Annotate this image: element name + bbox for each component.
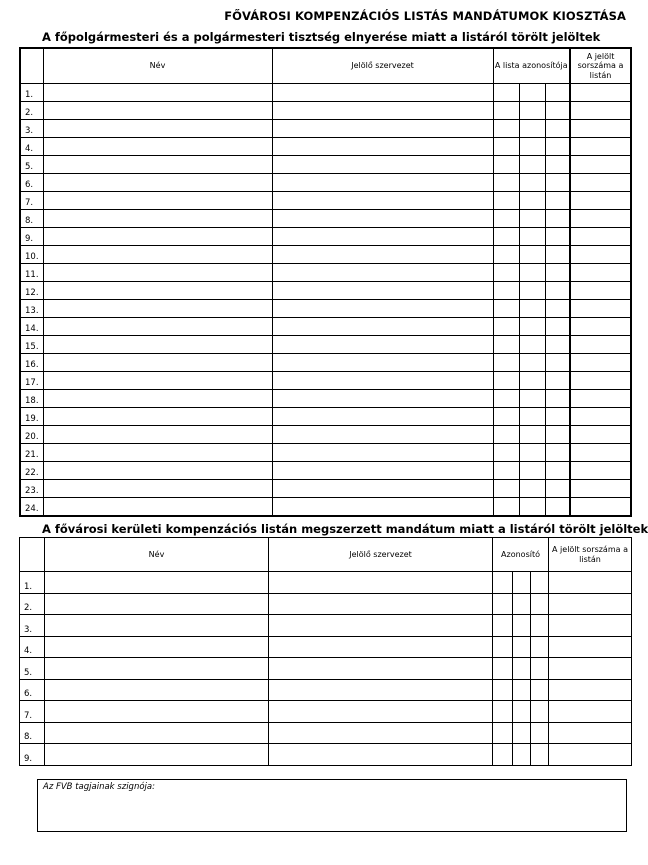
- name-cell[interactable]: [43, 210, 272, 228]
- list-id-cell-3[interactable]: [531, 658, 549, 680]
- name-cell[interactable]: [43, 246, 272, 264]
- header-rank: A jelölt sorszáma a listán: [570, 48, 631, 84]
- list-id-cell-3[interactable]: [545, 300, 570, 318]
- list-id-cell-1[interactable]: [493, 593, 513, 615]
- rank-cell[interactable]: [570, 444, 631, 462]
- list-id-cell-3[interactable]: [531, 701, 549, 723]
- list-id-cell-2[interactable]: [519, 462, 545, 480]
- table-row: [20, 426, 631, 444]
- name-cell[interactable]: [45, 722, 269, 744]
- table-row: [20, 282, 631, 300]
- row-number: 4.: [20, 636, 45, 658]
- list-id-cell-3[interactable]: [531, 615, 549, 637]
- list-id-cell-1[interactable]: [493, 156, 519, 174]
- name-cell[interactable]: [43, 318, 272, 336]
- name-cell[interactable]: [43, 138, 272, 156]
- name-cell[interactable]: [45, 658, 269, 680]
- header-name: Név: [43, 48, 272, 84]
- org-cell[interactable]: [272, 426, 493, 444]
- rank-cell[interactable]: [570, 264, 631, 282]
- row-number: 11.: [20, 264, 43, 282]
- list-id-cell-1[interactable]: [493, 462, 519, 480]
- row-number: 17.: [20, 372, 43, 390]
- table-row: [20, 744, 632, 766]
- list-id-cell-2[interactable]: [513, 615, 531, 637]
- org-cell[interactable]: [269, 572, 493, 594]
- name-cell[interactable]: [43, 354, 272, 372]
- org-cell[interactable]: [272, 480, 493, 498]
- list-id-cell-2[interactable]: [519, 282, 545, 300]
- rank-cell[interactable]: [570, 192, 631, 210]
- org-cell[interactable]: [272, 444, 493, 462]
- list-id-cell-1[interactable]: [493, 572, 513, 594]
- name-cell[interactable]: [43, 462, 272, 480]
- list-id-cell-2[interactable]: [519, 300, 545, 318]
- list-id-cell-1[interactable]: [493, 658, 513, 680]
- table-row: [20, 318, 631, 336]
- list-id-cell-2[interactable]: [513, 658, 531, 680]
- list-id-cell-1[interactable]: [493, 498, 519, 517]
- name-cell[interactable]: [43, 264, 272, 282]
- row-number: 14.: [20, 318, 43, 336]
- row-number: 7.: [20, 192, 43, 210]
- name-cell[interactable]: [43, 282, 272, 300]
- table-row: [20, 701, 632, 723]
- list-id-cell-3[interactable]: [545, 120, 570, 138]
- rank-cell[interactable]: [549, 701, 632, 723]
- org-cell[interactable]: [269, 744, 493, 766]
- org-cell[interactable]: [272, 156, 493, 174]
- list-id-cell-3[interactable]: [531, 593, 549, 615]
- rank-cell[interactable]: [570, 84, 631, 102]
- header-org: Jelölő szervezet: [272, 48, 493, 84]
- header-number: [20, 538, 45, 572]
- list-id-cell-3[interactable]: [531, 572, 549, 594]
- list-id-cell-1[interactable]: [493, 679, 513, 701]
- table-row: [20, 246, 631, 264]
- list-id-cell-1[interactable]: [493, 615, 513, 637]
- header-rank: A jelölt sorszáma a listán: [549, 538, 632, 572]
- list-id-cell-2[interactable]: [519, 498, 545, 517]
- table-row: [20, 593, 632, 615]
- rank-cell[interactable]: [570, 300, 631, 318]
- table-row: [20, 372, 631, 390]
- org-cell[interactable]: [272, 336, 493, 354]
- rank-cell[interactable]: [570, 246, 631, 264]
- row-number: 19.: [20, 408, 43, 426]
- name-cell[interactable]: [43, 102, 272, 120]
- org-cell[interactable]: [269, 679, 493, 701]
- name-cell[interactable]: [43, 120, 272, 138]
- list-id-cell-1[interactable]: [493, 264, 519, 282]
- row-number: 20.: [20, 426, 43, 444]
- name-cell[interactable]: [43, 372, 272, 390]
- name-cell[interactable]: [43, 156, 272, 174]
- name-cell[interactable]: [45, 593, 269, 615]
- table-row: [20, 120, 631, 138]
- rank-cell[interactable]: [570, 498, 631, 517]
- list-id-cell-1[interactable]: [493, 636, 513, 658]
- list-id-cell-2[interactable]: [519, 210, 545, 228]
- name-cell[interactable]: [45, 679, 269, 701]
- list-id-cell-3[interactable]: [545, 210, 570, 228]
- list-id-cell-2[interactable]: [519, 444, 545, 462]
- rank-cell[interactable]: [549, 615, 632, 637]
- list-id-cell-2[interactable]: [519, 480, 545, 498]
- org-cell[interactable]: [272, 318, 493, 336]
- list-id-cell-3[interactable]: [545, 318, 570, 336]
- table-row: [20, 138, 631, 156]
- list-id-cell-1[interactable]: [493, 480, 519, 498]
- list-id-cell-3[interactable]: [545, 192, 570, 210]
- row-number: 3.: [20, 615, 45, 637]
- header-list-id: Azonosító: [493, 538, 549, 572]
- org-cell[interactable]: [272, 264, 493, 282]
- list-id-cell-3[interactable]: [545, 444, 570, 462]
- name-cell[interactable]: [43, 336, 272, 354]
- list-id-cell-2[interactable]: [513, 701, 531, 723]
- list-id-cell-2[interactable]: [519, 426, 545, 444]
- list-id-cell-2[interactable]: [519, 138, 545, 156]
- list-id-cell-3[interactable]: [545, 462, 570, 480]
- table-row: [20, 480, 631, 498]
- list-id-cell-2[interactable]: [513, 679, 531, 701]
- list-id-cell-2[interactable]: [519, 318, 545, 336]
- list-id-cell-2[interactable]: [513, 744, 531, 766]
- list-id-cell-3[interactable]: [545, 282, 570, 300]
- rank-cell[interactable]: [570, 336, 631, 354]
- row-number: 8.: [20, 210, 43, 228]
- list-id-cell-3[interactable]: [545, 390, 570, 408]
- table-row: [20, 679, 632, 701]
- list-id-cell-1[interactable]: [493, 192, 519, 210]
- table-row: [20, 390, 631, 408]
- list-id-cell-2[interactable]: [513, 593, 531, 615]
- row-number: 21.: [20, 444, 43, 462]
- name-cell[interactable]: [45, 744, 269, 766]
- list-id-cell-1[interactable]: [493, 390, 519, 408]
- list-id-cell-2[interactable]: [519, 336, 545, 354]
- row-number: 5.: [20, 658, 45, 680]
- org-cell[interactable]: [272, 102, 493, 120]
- list-id-cell-3[interactable]: [545, 480, 570, 498]
- list-id-cell-1[interactable]: [493, 174, 519, 192]
- table-row: [20, 444, 631, 462]
- org-cell[interactable]: [272, 228, 493, 246]
- list-id-cell-3[interactable]: [545, 84, 570, 102]
- section1-title: A főpolgármesteri és a polgármesteri tisztség elnyerése miatt a listáról törölt jelöltek: [42, 30, 601, 44]
- list-id-cell-3[interactable]: [545, 102, 570, 120]
- rank-cell[interactable]: [570, 282, 631, 300]
- name-cell[interactable]: [43, 300, 272, 318]
- org-cell[interactable]: [272, 192, 493, 210]
- section1-table: [19, 47, 632, 517]
- list-id-cell-1[interactable]: [493, 102, 519, 120]
- list-id-cell-3[interactable]: [545, 408, 570, 426]
- section1-header-row: [20, 48, 631, 84]
- list-id-cell-2[interactable]: [519, 372, 545, 390]
- list-id-cell-2[interactable]: [519, 120, 545, 138]
- org-cell[interactable]: [269, 593, 493, 615]
- list-id-cell-3[interactable]: [531, 679, 549, 701]
- name-cell[interactable]: [45, 615, 269, 637]
- list-id-cell-2[interactable]: [513, 572, 531, 594]
- table-row: [20, 498, 631, 517]
- section2-header-row: [20, 538, 632, 572]
- rank-cell[interactable]: [570, 318, 631, 336]
- rank-cell[interactable]: [549, 658, 632, 680]
- list-id-cell-2[interactable]: [519, 228, 545, 246]
- list-id-cell-1[interactable]: [493, 408, 519, 426]
- row-number: 5.: [20, 156, 43, 174]
- row-number: 13.: [20, 300, 43, 318]
- org-cell[interactable]: [272, 210, 493, 228]
- row-number: 10.: [20, 246, 43, 264]
- table-row: [20, 300, 631, 318]
- org-cell[interactable]: [272, 174, 493, 192]
- list-id-cell-3[interactable]: [545, 264, 570, 282]
- name-cell[interactable]: [43, 444, 272, 462]
- org-cell[interactable]: [269, 636, 493, 658]
- header-org: Jelölő szervezet: [269, 538, 493, 572]
- table-row: [20, 408, 631, 426]
- list-id-cell-2[interactable]: [519, 390, 545, 408]
- list-id-cell-1[interactable]: [493, 722, 513, 744]
- name-cell[interactable]: [43, 228, 272, 246]
- org-cell[interactable]: [272, 282, 493, 300]
- signature-label: Az FVB tagjainak szignója:: [43, 782, 155, 792]
- org-cell[interactable]: [272, 390, 493, 408]
- rank-cell[interactable]: [549, 593, 632, 615]
- header-number: [20, 48, 43, 84]
- table-row: [20, 228, 631, 246]
- row-number: 12.: [20, 282, 43, 300]
- table-row: [20, 102, 631, 120]
- list-id-cell-3[interactable]: [545, 246, 570, 264]
- rank-cell[interactable]: [570, 210, 631, 228]
- org-cell[interactable]: [269, 701, 493, 723]
- row-number: 2.: [20, 593, 45, 615]
- list-id-cell-1[interactable]: [493, 282, 519, 300]
- row-number: 18.: [20, 390, 43, 408]
- list-id-cell-3[interactable]: [545, 228, 570, 246]
- rank-cell[interactable]: [570, 408, 631, 426]
- rank-cell[interactable]: [570, 102, 631, 120]
- document-title: FŐVÁROSI KOMPENZÁCIÓS LISTÁS MANDÁTUMOK KIOSZTÁSA: [224, 9, 626, 23]
- list-id-cell-2[interactable]: [519, 246, 545, 264]
- list-id-cell-2[interactable]: [519, 174, 545, 192]
- row-number: 15.: [20, 336, 43, 354]
- list-id-cell-1[interactable]: [493, 138, 519, 156]
- rank-cell[interactable]: [570, 480, 631, 498]
- row-number: 9.: [20, 228, 43, 246]
- org-cell[interactable]: [272, 84, 493, 102]
- list-id-cell-2[interactable]: [513, 722, 531, 744]
- row-number: 7.: [20, 701, 45, 723]
- list-id-cell-2[interactable]: [519, 84, 545, 102]
- name-cell[interactable]: [45, 572, 269, 594]
- table-row: [20, 722, 632, 744]
- rank-cell[interactable]: [549, 722, 632, 744]
- org-cell[interactable]: [272, 354, 493, 372]
- list-id-cell-3[interactable]: [531, 636, 549, 658]
- table-row: [20, 264, 631, 282]
- list-id-cell-1[interactable]: [493, 318, 519, 336]
- table-row: [20, 174, 631, 192]
- table-row: [20, 572, 632, 594]
- list-id-cell-3[interactable]: [531, 722, 549, 744]
- section2-table: [19, 537, 632, 766]
- header-list-id: A lista azonosítója: [493, 48, 570, 84]
- name-cell[interactable]: [45, 701, 269, 723]
- org-cell[interactable]: [272, 498, 493, 517]
- org-cell[interactable]: [272, 300, 493, 318]
- row-number: 3.: [20, 120, 43, 138]
- table-row: [20, 462, 631, 480]
- org-cell[interactable]: [272, 462, 493, 480]
- name-cell[interactable]: [43, 498, 272, 517]
- list-id-cell-1[interactable]: [493, 372, 519, 390]
- list-id-cell-2[interactable]: [519, 192, 545, 210]
- name-cell[interactable]: [43, 84, 272, 102]
- list-id-cell-1[interactable]: [493, 426, 519, 444]
- signature-box[interactable]: [37, 779, 627, 832]
- name-cell[interactable]: [43, 480, 272, 498]
- list-id-cell-3[interactable]: [545, 156, 570, 174]
- org-cell[interactable]: [269, 658, 493, 680]
- table-row: [20, 354, 631, 372]
- list-id-cell-3[interactable]: [545, 138, 570, 156]
- rank-cell[interactable]: [570, 156, 631, 174]
- name-cell[interactable]: [43, 390, 272, 408]
- rank-cell[interactable]: [549, 679, 632, 701]
- rank-cell[interactable]: [549, 744, 632, 766]
- list-id-cell-1[interactable]: [493, 744, 513, 766]
- list-id-cell-1[interactable]: [493, 246, 519, 264]
- org-cell[interactable]: [269, 615, 493, 637]
- list-id-cell-1[interactable]: [493, 444, 519, 462]
- org-cell[interactable]: [272, 246, 493, 264]
- row-number: 24.: [20, 498, 43, 517]
- org-cell[interactable]: [272, 120, 493, 138]
- rank-cell[interactable]: [570, 354, 631, 372]
- list-id-cell-1[interactable]: [493, 210, 519, 228]
- org-cell[interactable]: [272, 408, 493, 426]
- row-number: 23.: [20, 480, 43, 498]
- list-id-cell-2[interactable]: [519, 354, 545, 372]
- table-row: [20, 336, 631, 354]
- rank-cell[interactable]: [570, 426, 631, 444]
- list-id-cell-1[interactable]: [493, 354, 519, 372]
- rank-cell[interactable]: [570, 462, 631, 480]
- row-number: 6.: [20, 174, 43, 192]
- row-number: 9.: [20, 744, 45, 766]
- list-id-cell-1[interactable]: [493, 84, 519, 102]
- org-cell[interactable]: [269, 722, 493, 744]
- table-row: [20, 615, 632, 637]
- org-cell[interactable]: [272, 138, 493, 156]
- list-id-cell-2[interactable]: [513, 636, 531, 658]
- list-id-cell-3[interactable]: [545, 426, 570, 444]
- table-row: [20, 84, 631, 102]
- table-row: [20, 658, 632, 680]
- row-number: 2.: [20, 102, 43, 120]
- name-cell[interactable]: [45, 636, 269, 658]
- list-id-cell-1[interactable]: [493, 228, 519, 246]
- name-cell[interactable]: [43, 192, 272, 210]
- name-cell[interactable]: [43, 408, 272, 426]
- list-id-cell-2[interactable]: [519, 156, 545, 174]
- rank-cell[interactable]: [570, 390, 631, 408]
- list-id-cell-3[interactable]: [545, 354, 570, 372]
- rank-cell[interactable]: [570, 174, 631, 192]
- list-id-cell-2[interactable]: [519, 408, 545, 426]
- rank-cell[interactable]: [570, 120, 631, 138]
- list-id-cell-3[interactable]: [545, 336, 570, 354]
- table-row: [20, 210, 631, 228]
- list-id-cell-1[interactable]: [493, 300, 519, 318]
- row-number: 22.: [20, 462, 43, 480]
- rank-cell[interactable]: [570, 228, 631, 246]
- row-number: 1.: [20, 84, 43, 102]
- list-id-cell-3[interactable]: [545, 498, 570, 517]
- list-id-cell-1[interactable]: [493, 336, 519, 354]
- rank-cell[interactable]: [570, 138, 631, 156]
- list-id-cell-3[interactable]: [545, 372, 570, 390]
- table-row: [20, 156, 631, 174]
- row-number: 8.: [20, 722, 45, 744]
- rank-cell[interactable]: [549, 572, 632, 594]
- name-cell[interactable]: [43, 426, 272, 444]
- list-id-cell-2[interactable]: [519, 264, 545, 282]
- row-number: 16.: [20, 354, 43, 372]
- list-id-cell-3[interactable]: [531, 744, 549, 766]
- table-row: [20, 636, 632, 658]
- list-id-cell-1[interactable]: [493, 120, 519, 138]
- row-number: 1.: [20, 572, 45, 594]
- rank-cell[interactable]: [549, 636, 632, 658]
- list-id-cell-3[interactable]: [545, 174, 570, 192]
- row-number: 6.: [20, 679, 45, 701]
- row-number: 4.: [20, 138, 43, 156]
- org-cell[interactable]: [272, 372, 493, 390]
- list-id-cell-1[interactable]: [493, 701, 513, 723]
- section2-title: A fővárosi kerületi kompenzációs listán megszerzett mandátum miatt a listáról törölt jelöltek: [42, 522, 648, 536]
- rank-cell[interactable]: [570, 372, 631, 390]
- header-name: Név: [45, 538, 269, 572]
- list-id-cell-2[interactable]: [519, 102, 545, 120]
- table-row: [20, 192, 631, 210]
- name-cell[interactable]: [43, 174, 272, 192]
